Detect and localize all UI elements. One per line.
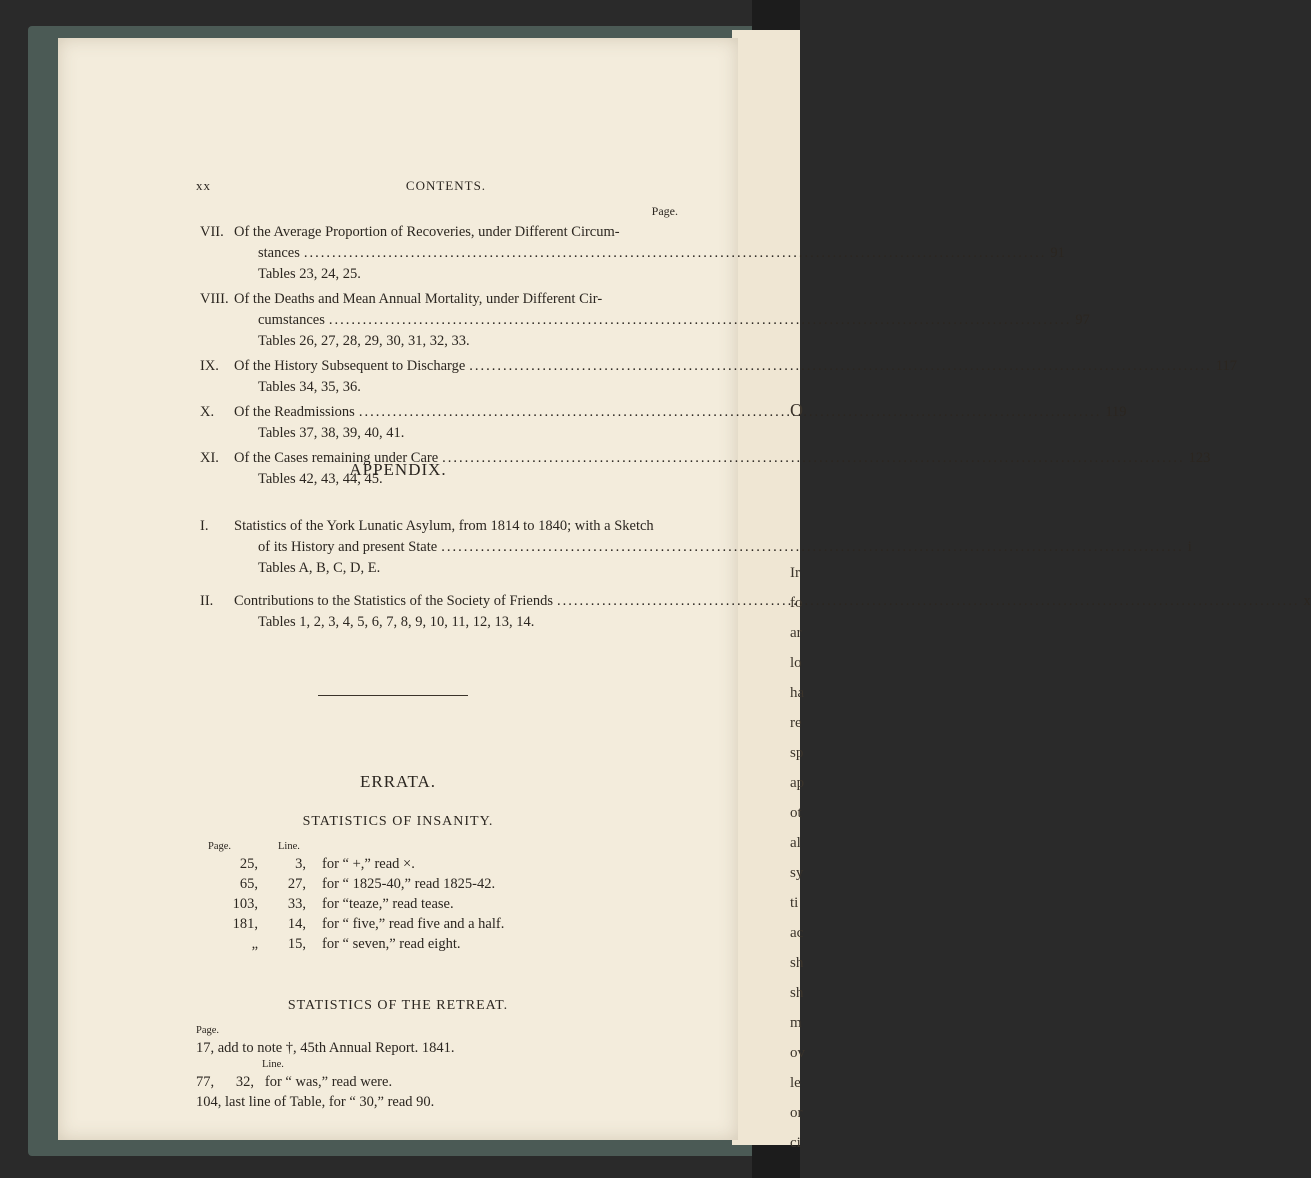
dot-leader [329,310,1072,331]
facing-page-text: ha [790,685,805,701]
entry-number: VII. [200,224,224,240]
facing-page-text: ov [790,1045,805,1061]
errata-page: 181, [232,916,258,932]
insanity-subheading: STATISTICS OF INSANITY. [302,814,494,829]
appendix-heading: APPENDIX. [349,460,447,479]
entry-leader-line [258,243,1065,264]
facing-page-text: or [790,1105,803,1121]
entry-tables: Tables 1, 2, 3, 4, 5, 6, 7, 8, 9, 10, 11, 12, 13, 14. [258,614,535,630]
toc-entry [200,222,1065,285]
errata-row [196,874,504,894]
errata-correction: for “ seven,” read eight. [322,936,461,952]
entry-page: 123 [1188,450,1211,466]
entry-tables: Tables A, B, C, D, E. [258,560,381,576]
page-column-label: Page. [651,204,678,218]
errata-page: 103, [232,896,258,912]
col-page-label: Page. [208,841,232,852]
entry-page: 119 [1105,404,1127,420]
contents-list [200,222,1238,494]
facing-page-text: sh [790,985,804,1001]
dot-leader [469,356,1212,377]
errata-correction: for “teaze,” read tease. [322,896,454,912]
facing-page-text: le [790,1075,801,1091]
entry-tables: Tables 42, 43, 44, 45. [258,471,383,487]
entry-number: VIII. [200,291,229,307]
errata-line: 33, [287,896,306,912]
entry-number: II. [200,593,214,609]
facing-page-text: sh [790,955,804,971]
col-line-label: Line. [278,841,300,852]
page-number: xx [196,178,211,193]
errata-row [196,914,504,934]
errata-heading: ERRATA. [359,772,436,791]
facing-page-text: sp [790,745,804,761]
page-title: CONTENTS. [405,178,487,193]
facing-page-text: ci [790,1135,801,1151]
facing-page-text: O [790,400,803,420]
entry-leader-line [258,537,1192,558]
errata-correction: for “ 1825-40,” read 1825-42. [322,876,496,892]
entry-title-line: Of the Average Proportion of Recoveries, under Different Circum- [234,224,620,240]
entry-leader-line [234,402,1127,423]
entry-number: X. [200,404,215,420]
entry-title-continued: stances [258,245,300,261]
entry-title: Of the Cases remaining under Care [234,450,439,466]
retreat-row: 104, last line of Table, for “ 30,” read 90. [196,1094,435,1110]
dot-leader [441,537,1184,558]
retreat-row: 77, 32, for “ was,” read were. [196,1074,393,1090]
facing-page-text: ap [790,775,805,791]
entry-number: IX. [200,358,219,374]
facing-page-text: ar [790,625,802,641]
toc-entry [200,356,1238,398]
errata-correction: for “ five,” read five and a half. [322,916,505,932]
retreat-line-label: Line. [262,1059,284,1070]
entry-tables: Tables 26, 27, 28, 29, 30, 31, 32, 33. [258,333,470,349]
retreat-errata [196,1024,696,1112]
entry-page: 117 [1215,358,1238,374]
entry-title: Contributions to the Statistics of the Society of Friends [234,593,553,609]
errata-page: 65, [239,876,258,892]
section-divider [318,695,468,696]
facing-page-text: al [790,835,801,851]
errata-correction: for “ +,” read ×. [322,856,415,872]
entry-tables: Tables 34, 35, 36. [258,379,361,395]
entry-body [234,222,1065,285]
dot-leader [557,591,1300,612]
retreat-row: 17, add to note †, 45th Annual Report. 1841. [196,1040,455,1056]
dot-leader [359,402,1102,423]
facing-page-text: ac [790,925,804,941]
facing-page-text: Ir [790,565,800,581]
entry-body [234,356,1238,398]
facing-page-edge [732,30,805,1151]
entry-title-line: Statistics of the York Lunatic Asylum, from 1814 to 1840; with a Sketch [234,518,654,534]
entry-title: Of the History Subsequent to Discharge [234,358,466,374]
facing-page-text: fo [790,595,803,611]
entry-title-continued: of its History and present State [258,539,438,555]
entry-leader-line [258,310,1090,331]
toc-entry [200,289,1090,352]
facing-page-text: sy [790,865,804,881]
errata-page: 25, [239,856,258,872]
facing-page-text: ot [790,805,802,821]
entry-title-continued: cumstances [258,312,325,328]
errata-row [196,934,504,954]
entry-leader-line [234,356,1238,377]
errata-line: 14, [287,916,306,932]
errata-row [196,854,504,874]
retreat-subheading: STATISTICS OF THE RETREAT. [287,998,509,1013]
errata-row [196,894,504,914]
entry-title-line: Of the Deaths and Mean Annual Mortality, under Different Cir- [234,291,603,307]
errata-line: 27, [287,876,306,892]
errata-line: 15, [287,936,306,952]
entry-tables: Tables 37, 38, 39, 40, 41. [258,425,405,441]
entry-tables: Tables 23, 24, 25. [258,266,361,282]
entry-number: XI. [200,450,219,466]
errata-page: „ [251,936,258,952]
entry-page: 97 [1075,312,1090,328]
toc-entry [200,402,1127,444]
entry-page: x [1303,593,1311,609]
errata-table [196,840,504,954]
facing-page-text: m [790,1015,802,1031]
facing-page-text: lo [790,655,802,671]
running-header [196,178,696,198]
entry-title: Of the Readmissions [234,404,355,420]
entry-page: 91 [1050,245,1065,261]
entry-page: i [1187,539,1192,555]
facing-page-text: ti [790,895,799,911]
dot-leader [304,243,1047,264]
entry-number: I. [200,518,209,534]
errata-line: 3, [295,856,306,872]
entry-body [234,289,1090,352]
retreat-page-label: Page. [196,1025,220,1036]
entry-body [234,402,1127,444]
facing-page-text: re [790,715,802,731]
